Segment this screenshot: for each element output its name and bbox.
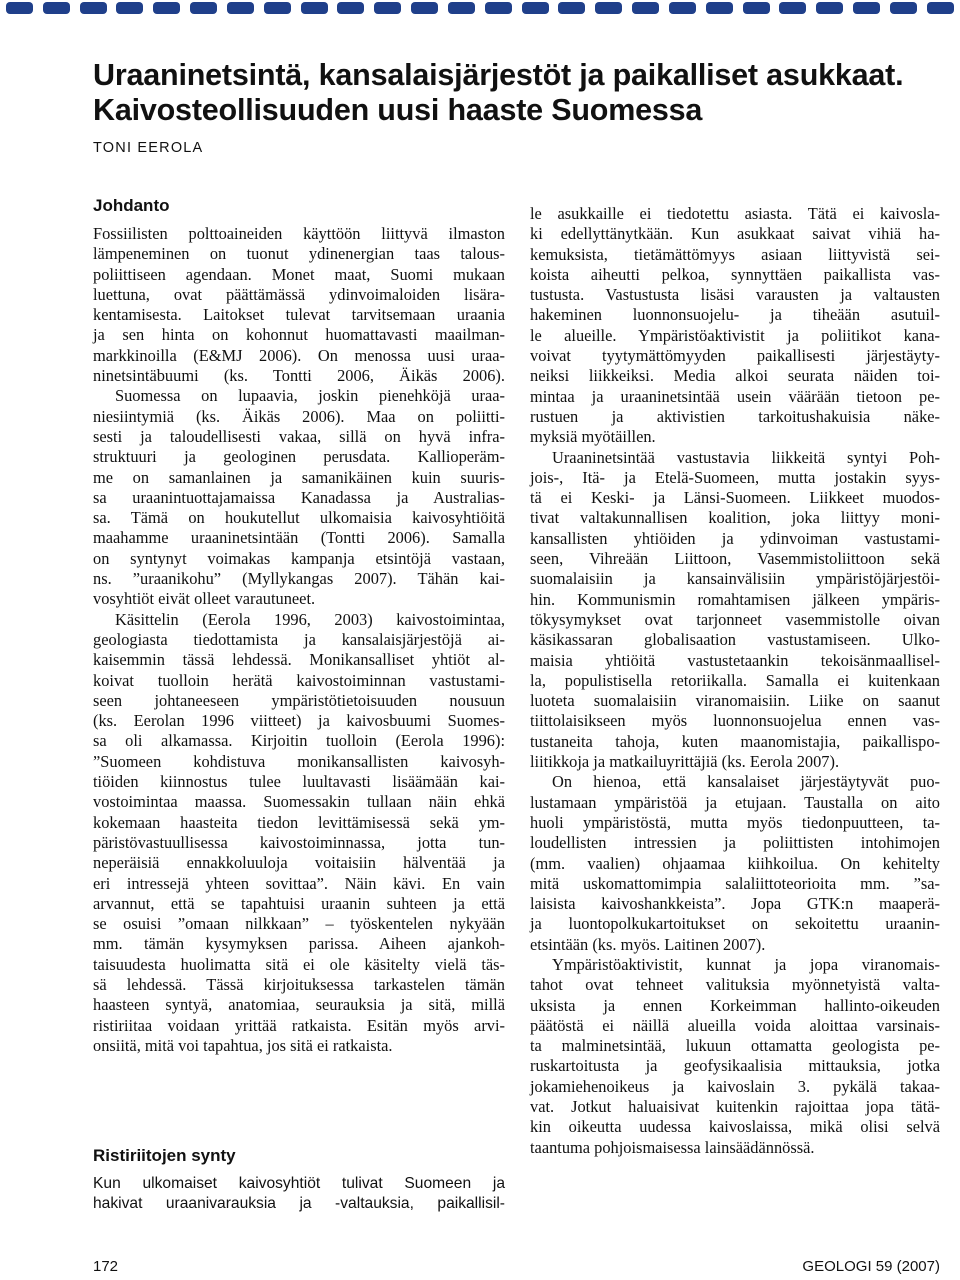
text-line: geologiasta tiedottamista ja kansalaisjärjestöjä ai-	[93, 629, 505, 649]
text-line: ”Suomeen kohdistuva monikansallisten kaivosyh-	[93, 751, 505, 771]
dash-segment	[153, 2, 180, 14]
text-line: seen, Vihreään Liittoon, Vasemmistoliittoon sekä	[530, 549, 940, 569]
text-line: ja luontopolkukartoitukset on sekoitettu uraanin-	[530, 914, 940, 934]
dash-segment	[485, 2, 512, 14]
text-line: On hienoa, että kansalaiset järjestäytyvät puo-	[552, 772, 940, 792]
page-number: 172	[93, 1258, 119, 1275]
text-line: laisista kaivoshankkeista”. Jopa GTK:n maaperä-	[530, 894, 940, 914]
dash-segment	[927, 2, 954, 14]
text-line: la, populistisella retoriikalla. Samalla ei kuitenkaan	[530, 670, 940, 690]
text-line: koista aiheutti pelkoa, synnyttäen paikallista vas-	[530, 264, 940, 284]
text-line: liitikkoja ja matkailuyrittäjiä (ks. Eerola 2007).	[530, 752, 840, 772]
text-line: ristiriitaa voidaan yrittää ratkaista. Esitän myös arvi-	[93, 1015, 505, 1035]
text-line: neperäisiä ennakkoluuloja voitaisiin hälventää ja	[93, 853, 505, 873]
text-line: kin oikeutta uudessa kaivoslaissa, mikä olisi selvä	[530, 1117, 940, 1137]
text-line: ns. ”uraanikohu” (Myllykangas 2007). Tähän kai-	[93, 569, 505, 589]
text-line: struktuuri ja geologinen perusdata. Kallioperäm-	[93, 447, 505, 467]
text-line: myksiä myötäillen.	[530, 427, 656, 447]
text-line: Kun ulkomaiset kaivosyhtiöt tulivat Suomeen ja	[93, 1175, 505, 1192]
text-line: kokemaan haasteita tiedon levittämisessä sekä ym-	[93, 812, 505, 832]
text-line: huoli ympäristöstä, mutta myös tiedonpuutteen, ta-	[530, 812, 940, 832]
dash-segment	[301, 2, 328, 14]
text-line: taantuma pohjoismaisessa lainsäädännössä.	[530, 1137, 815, 1157]
text-line: voivat tyytymättömyyden paikallisesti järjestäyty-	[530, 346, 940, 366]
text-line: luettuna, ovat päättämässä ydinvoimaloiden lisära-	[93, 284, 505, 304]
dash-segment	[890, 2, 917, 14]
dash-segment	[816, 2, 843, 14]
text-line: sä lehdessä. Tässä kirjoituksessa tarkastelen tämän	[93, 974, 505, 994]
title-line-1: Uraaninetsintä, kansalaisjärjestöt ja paikalliset asukkaat.	[93, 58, 904, 92]
text-line: uksista ja ennen Korkeimman hallinto-oikeuden	[530, 995, 940, 1015]
text-line: tivat valtakunnallisen koalition, joka liittyy moni-	[530, 508, 940, 528]
dash-segment	[779, 2, 806, 14]
text-line: mm. tämän kysymyksen parissa. Aiheen ajankoh-	[93, 934, 505, 954]
text-line: lämpeneminen on tuonut ydinenergian taas talous-	[93, 244, 505, 264]
text-line: koivat tuolloin herätä kaivostoiminnan vastustami-	[93, 670, 505, 690]
text-line: sa. Tämä on houkutellut ulkomaisia kaivosyhtiöitä	[93, 508, 505, 528]
text-line: hakeminen luonnonsuojelu- ja tiheään asutuil-	[530, 305, 940, 325]
text-line: le alueille. Ympäristöaktivistit ja poliitikot kana-	[530, 325, 940, 345]
text-line: onsiitä, mitä voi tapahtua, jos sitä ei ratkaista.	[93, 1035, 393, 1055]
text-line: etsintään (ks. myös. Laitinen 2007).	[530, 934, 766, 954]
text-line: suomalaisiin ja kansainvälisiin ympäristöjärjestöi-	[530, 569, 940, 589]
section-heading-conflict-origin: Ristiriitojen synty	[93, 1146, 236, 1165]
text-line: kemuksista, tietämättömyys asiaan liittyvistä sei-	[530, 244, 940, 264]
text-line: Suomessa on lupaavia, joskin pienehköjä uraa-	[115, 386, 505, 406]
dash-segment	[632, 2, 659, 14]
text-line: maisia yhtiöitä vastustetaankin tekoisänmaallisel-	[530, 650, 940, 670]
text-line: Uraaninetsintää vastustavia liikkeitä syntyi Poh-	[552, 447, 940, 467]
dash-segment	[337, 2, 364, 14]
dash-segment	[80, 2, 107, 14]
text-line: niesiintymiä (ks. Äikäs 2006). Maa on poliitti-	[93, 406, 505, 426]
dash-segment	[558, 2, 585, 14]
dash-segment	[595, 2, 622, 14]
text-line: (ks. Eerolan 1996 viitteet) ja kaivosbuumi Suomes-	[93, 711, 505, 731]
text-line: maahamme uraaninetsintään (Tontti 2006). Samalla	[93, 528, 505, 548]
author-name: TONI EEROLA	[93, 140, 204, 156]
text-line: lustamaan ympäristöä ja etujaan. Taustalla on aito	[530, 792, 940, 812]
dash-segment	[853, 2, 880, 14]
text-line: taisuudesta huolimatta sitä ei ole käsitelty vielä täs-	[93, 954, 505, 974]
text-line: tahot ovat tehneet valituksia myönnetyistä valta-	[530, 975, 940, 995]
text-line: arvannut, että se tapahtuisi uraanin suhteen ja että	[93, 893, 505, 913]
text-line: kansallisten yhtiöiden ja ydinvoiman vastustami-	[530, 528, 940, 548]
text-line: vostoimintaa maassa. Suomessakin tullaan näin ehkä	[93, 792, 505, 812]
decorative-dash-border	[0, 2, 960, 16]
dash-segment	[374, 2, 401, 14]
text-line: tiittolaisikseen myös luonnonsuojelua ennen vas-	[530, 711, 940, 731]
text-line: ruskartoitusta ja geofysikaalisia mittauksia, jotka	[530, 1056, 940, 1076]
text-line: jokamiehenoikeus ja kaivoslain 3. pykälä takaa-	[530, 1076, 940, 1096]
dash-segment	[43, 2, 70, 14]
text-line: le asukkaille ei tiedotettu asiasta. Tätä ei kaivosla-	[530, 204, 940, 223]
dash-segment	[448, 2, 475, 14]
text-line: tustaneita tahoja, kuten maanomistajia, paikallispo-	[530, 731, 940, 751]
text-line: päätöstä ei näillä alueilla voida aloittaa varsinais-	[530, 1015, 940, 1035]
text-line: kaisemmin tässä lehdessä. Monikansalliset yhtiöt al-	[93, 650, 505, 670]
text-line: se osuisi ”omaan nilkkaan” – työskentelen nykyään	[93, 914, 505, 934]
text-line: käsikassaran globalisaation vastustamiseen. Ulko-	[530, 630, 940, 650]
article-title	[93, 58, 953, 128]
text-line: jois-, Itä- ja Etelä-Suomeen, mutta jostakin syys-	[530, 467, 940, 487]
title-line-2: Kaivosteollisuuden uusi haaste Suomessa	[93, 93, 703, 127]
text-line: neiksi liikkeiksi. Media alkoi seurata näiden toi-	[530, 366, 940, 386]
right-column-text	[530, 204, 940, 1158]
journal-issue: GEOLOGI 59 (2007)	[802, 1258, 940, 1275]
text-line: Fossiilisten polttoaineiden käyttöön liittyvä ilmaston	[93, 224, 505, 243]
text-line: Ympäristöaktivistit, kunnat ja jopa viranomais-	[552, 954, 940, 974]
text-line: ki edellyttänytkään. Kun asukkaat saivat vihiä ha-	[530, 224, 940, 244]
dash-segment	[411, 2, 438, 14]
section-heading-introduction: Johdanto	[93, 196, 170, 215]
text-line: mitä uskomattomimpia salaliittoteorioita mm. ”sa-	[530, 873, 940, 893]
dash-segment	[190, 2, 217, 14]
text-line: haasteen syntyä, anatomiaa, seurauksia ja sitä, millä	[93, 995, 505, 1015]
text-line: poliittiseen agendaan. Monet maat, Suomi mukaan	[93, 264, 505, 284]
text-line: hakivat uraanivarauksia ja -valtauksia, paikallisil-	[93, 1195, 505, 1213]
text-line: ta malminetsintää, lukuun ottamatta geologista pe-	[530, 1036, 940, 1056]
text-line: kentamisesta. Laitokset tulevat tarvitsemaan uraania	[93, 305, 505, 325]
text-line: tiöiden kiinnostus tulee luultavasti lisäämään kai-	[93, 772, 505, 792]
text-line: vat. Jotkut haluaisivat kuitenkin rajoittaa jopa tätä-	[530, 1097, 940, 1117]
text-line: markkinoilla (E&MJ 2006). On menossa uusi uraa-	[93, 345, 505, 365]
dash-segment	[6, 2, 33, 14]
text-line: sa oli alkamassa. Kirjoitin tuolloin (Eerola 1996):	[93, 731, 505, 751]
dash-segment	[227, 2, 254, 14]
text-line: rustuen ja aktivistien tarkoitushakuisia näke-	[530, 406, 940, 426]
dash-segment	[706, 2, 733, 14]
text-line: hin. Kommunismin romahtamisen jälkeen ympäris-	[530, 589, 940, 609]
dash-segment	[522, 2, 549, 14]
text-line: eri intressejä yhteen sovittaa”. Näin kävi. En vain	[93, 873, 505, 893]
text-line: päristövastuullisessa kaivostoiminnassa, jotta tun-	[93, 832, 505, 852]
text-line: (mm. vaalien) ohjaamaa kiihkoilua. On kehitelty	[530, 853, 940, 873]
left-column-text	[93, 224, 505, 1056]
text-line: ninetsintäbuumi (ks. Tontti 2006, Äikäs 2006).	[93, 366, 505, 386]
text-line: on syntynyt voimakas kampanja etsintöjä vastaan,	[93, 548, 505, 568]
text-line: luoteta suomalaisiin viranomaisiin. Liike on saanut	[530, 691, 940, 711]
dash-segment	[669, 2, 696, 14]
dash-segment	[743, 2, 770, 14]
text-line: loudellisten intressien ja poliittisten intohimojen	[530, 833, 940, 853]
dash-segment	[116, 2, 143, 14]
left-column-text-2	[93, 1174, 505, 1215]
text-line: tökysymykset ovat tarjonneet vasemmistolle oivan	[530, 609, 940, 629]
text-line: Käsittelin (Eerola 1996, 2003) kaivostoimintaa,	[115, 609, 505, 629]
text-line: mintaa ja uraaninetsintää usein väärään tietoon pe-	[530, 386, 940, 406]
text-line: me on samanlainen ja samanikäinen kuin suuris-	[93, 467, 505, 487]
dash-segment	[264, 2, 291, 14]
text-line: sesti ja taloudellisesti vakaa, sillä on hyvä infra-	[93, 426, 505, 446]
text-line: vosyhtiöt eivät olleet varautuneet.	[93, 589, 316, 609]
text-line: tä ei Keski- ja Länsi-Suomeen. Liikkeet muodos-	[530, 488, 940, 508]
text-line: seen johtaneeseen ympäristötietoisuuden nousuun	[93, 690, 505, 710]
text-line: sa uraanintuottajamaissa Kanadassa ja Australias-	[93, 487, 505, 507]
text-line: ja sen hinta on kohonnut huomattavasti maailman-	[93, 325, 505, 345]
text-line: tustusta. Vastustusta lisäsi varausten ja valtausten	[530, 285, 940, 305]
